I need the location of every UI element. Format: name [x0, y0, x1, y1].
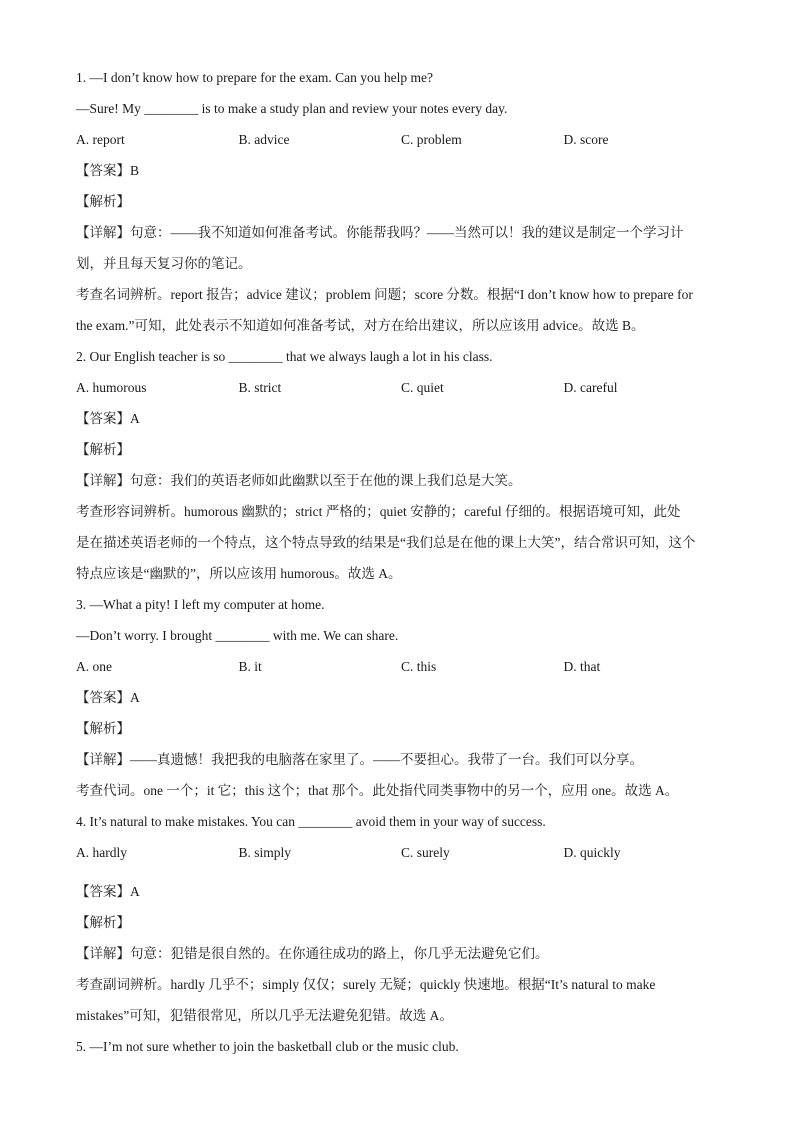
detail-line: mistakes”可知，犯错很常见，所以几乎无法避免犯错。故选 A。	[76, 1008, 453, 1023]
option-b: B. advice	[238, 132, 290, 147]
detail-line: 考查名词辨析。report 报告；advice 建议；problem 问题；score 分数。根据“I don’t know how to prepare for	[76, 287, 693, 302]
question-1	[76, 62, 726, 341]
option-c: C. quiet	[401, 380, 444, 395]
question-stem: 4. It’s natural to make mistakes. You can ________ avoid them in your way of success.	[76, 814, 546, 829]
answer-options	[76, 837, 726, 868]
answer-label: 【答案】A	[76, 884, 140, 899]
question-stem: 2. Our English teacher is so ________ that we always laugh a lot in his class.	[76, 349, 493, 364]
option-d: D. quickly	[563, 845, 621, 860]
detail-line: 特点应该是“幽默的”，所以应该用 humorous。故选 A。	[76, 566, 402, 581]
option-a: A. humorous	[76, 380, 147, 395]
detail-line: 【详解】句意：我们的英语老师如此幽默以至于在他的课上我们总是大笑。	[76, 473, 522, 488]
answer-options	[76, 372, 726, 403]
detail-line: the exam.”可知，此处表示不知道如何准备考试，对方在给出建议，所以应该用 advice。故选 B。	[76, 318, 645, 333]
option-b: B. it	[238, 659, 262, 674]
document-page	[76, 62, 726, 1062]
option-b: B. simply	[238, 845, 292, 860]
option-a: A. hardly	[76, 845, 127, 860]
detail-line: 考查副词辨析。hardly 几乎不；simply 仅仅；surely 无疑；quickly 快速地。根据“It’s natural to make	[76, 977, 656, 992]
question-4	[76, 806, 726, 1031]
detail-line: 【详解】句意：犯错是很自然的。在你通往成功的路上，你几乎无法避免它们。	[76, 946, 549, 961]
question-stem: —Sure! My ________ is to make a study plan and review your notes every day.	[76, 101, 508, 116]
detail-line: 【详解】句意：——我不知道如何准备考试。你能帮我吗？——当然可以！我的建议是制定一个学习计	[76, 225, 684, 240]
answer-label: 【答案】A	[76, 411, 140, 426]
option-d: D. careful	[563, 380, 618, 395]
question-2	[76, 341, 726, 589]
answer-options	[76, 124, 726, 155]
detail-line: 【详解】——真遗憾！我把我的电脑落在家里了。——不要担心。我带了一台。我们可以分享。	[76, 752, 643, 767]
question-stem: 3. —What a pity! I left my computer at home.	[76, 597, 325, 612]
option-a: A. one	[76, 659, 112, 674]
detail-line: 考查形容词辨析。humorous 幽默的；strict 严格的；quiet 安静的；careful 仔细的。根据语境可知，此处	[76, 504, 681, 519]
answer-options	[76, 651, 726, 682]
option-d: D. score	[563, 132, 609, 147]
analysis-label: 【解析】	[76, 194, 130, 209]
option-d: D. that	[563, 659, 601, 674]
question-5	[76, 1031, 726, 1062]
answer-label: 【答案】B	[76, 163, 140, 178]
question-stem: 5. —I’m not sure whether to join the basketball club or the music club.	[76, 1039, 459, 1054]
question-stem: 1. —I don’t know how to prepare for the exam. Can you help me?	[76, 70, 434, 85]
question-stem: —Don’t worry. I brought ________ with me. We can share.	[76, 628, 399, 643]
analysis-label: 【解析】	[76, 442, 130, 457]
detail-line: 是在描述英语老师的一个特点，这个特点导致的结果是“我们总是在他的课上大笑”，结合常识可知，这个	[76, 535, 696, 550]
detail-line: 划，并且每天复习你的笔记。	[76, 256, 252, 271]
option-c: C. problem	[401, 132, 462, 147]
question-3	[76, 589, 726, 806]
analysis-label: 【解析】	[76, 721, 130, 736]
answer-label: 【答案】A	[76, 690, 140, 705]
spacer	[76, 868, 726, 876]
analysis-label: 【解析】	[76, 915, 130, 930]
option-b: B. strict	[238, 380, 282, 395]
option-c: C. surely	[401, 845, 450, 860]
option-a: A. report	[76, 132, 125, 147]
detail-line: 考查代词。one 一个；it 它；this 这个；that 那个。此处指代同类事物中的另一个，应用 one。故选 A。	[76, 783, 679, 798]
option-c: C. this	[401, 659, 437, 674]
